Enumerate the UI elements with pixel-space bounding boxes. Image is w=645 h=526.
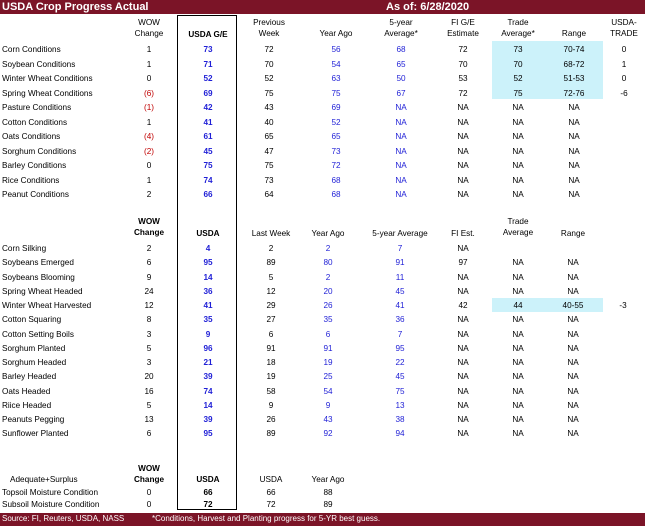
year-ago-value: 75 bbox=[331, 89, 341, 98]
usda-trade-value: -6 bbox=[620, 89, 628, 98]
trade-average-value: 75 bbox=[513, 89, 523, 98]
five-year-value: 11 bbox=[395, 273, 405, 282]
fi-estimate-value: NA bbox=[457, 330, 469, 339]
previous-week-value: 72 bbox=[264, 45, 274, 54]
fi-estimate-value: 42 bbox=[458, 301, 468, 310]
year-ago-value: 2 bbox=[325, 244, 331, 253]
wow-header: WOW bbox=[138, 217, 160, 226]
previous-week-header: Previous bbox=[253, 18, 285, 27]
year-ago-value: 56 bbox=[331, 45, 341, 54]
fi-estimate-value: NA bbox=[457, 132, 469, 141]
range-value: 40-55 bbox=[562, 301, 584, 310]
row-label: Spring Wheat Headed bbox=[2, 287, 83, 296]
year-ago-value: 26 bbox=[323, 301, 333, 310]
five-year-header: 5-year bbox=[389, 18, 413, 27]
year-ago-value: 73 bbox=[331, 147, 341, 156]
previous-week-value: 64 bbox=[264, 190, 274, 199]
year-ago-value: 54 bbox=[323, 387, 333, 396]
last-week-value: 27 bbox=[266, 315, 276, 324]
previous-week-value: 65 bbox=[264, 132, 274, 141]
row-label: Peanuts Pegging bbox=[2, 415, 65, 424]
row-label: Cotton Conditions bbox=[2, 118, 68, 127]
range-value: NA bbox=[567, 429, 579, 438]
range-value: 51-53 bbox=[563, 74, 585, 83]
last-week-value: 89 bbox=[266, 258, 276, 267]
five-year-value: 91 bbox=[395, 258, 405, 267]
row-label: Spring Wheat Conditions bbox=[2, 89, 93, 98]
last-week-value: 29 bbox=[266, 301, 276, 310]
fi-estimate-value: NA bbox=[457, 273, 469, 282]
page-title: USDA Crop Progress Actual bbox=[2, 1, 149, 13]
usda-ge-header: USDA G/E bbox=[188, 30, 228, 39]
row-label: Pasture Conditions bbox=[2, 103, 72, 112]
trade-average-value: NA bbox=[512, 429, 524, 438]
range-value: NA bbox=[568, 161, 580, 170]
range-value: NA bbox=[568, 176, 580, 185]
year-ago-value: 69 bbox=[331, 103, 341, 112]
year-ago-header: Year Ago bbox=[311, 475, 345, 484]
fi-estimate-value: NA bbox=[457, 161, 469, 170]
range-value: NA bbox=[568, 118, 580, 127]
footer-source: Source: FI, Reuters, USDA, NASS bbox=[2, 514, 125, 523]
year-ago-value: 6 bbox=[325, 330, 331, 339]
last-week-value: 58 bbox=[266, 387, 276, 396]
last-week-header: Last Week bbox=[251, 229, 291, 238]
trade-average-value: NA bbox=[512, 287, 524, 296]
wow-value: 2 bbox=[146, 244, 152, 253]
wow-value: 0 bbox=[146, 74, 152, 83]
usda-header: USDA bbox=[196, 475, 220, 484]
trade-average-value: NA bbox=[512, 147, 524, 156]
row-label: Soybeans Blooming bbox=[2, 273, 75, 282]
last-week-value: 6 bbox=[268, 330, 274, 339]
last-week-value: 18 bbox=[266, 358, 276, 367]
range-header: Range bbox=[561, 29, 587, 38]
row-label: Sorghum Conditions bbox=[2, 147, 77, 156]
wow-value: 1 bbox=[146, 118, 152, 127]
five-year-value: 50 bbox=[396, 74, 406, 83]
usda-value: 39 bbox=[203, 372, 213, 381]
footer-bar bbox=[0, 513, 645, 526]
year-ago-value: 68 bbox=[331, 190, 341, 199]
five-year-value: 68 bbox=[396, 45, 406, 54]
trade-average-header: Trade bbox=[507, 217, 529, 226]
usda-trade-header: TRADE bbox=[610, 29, 638, 38]
usda-value: 14 bbox=[203, 401, 213, 410]
wow-value: 20 bbox=[144, 372, 154, 381]
usda-header: USDA bbox=[259, 475, 283, 484]
year-ago-value: 19 bbox=[323, 358, 333, 367]
year-ago-value: 54 bbox=[331, 60, 341, 69]
year-ago-value: 68 bbox=[331, 176, 341, 185]
year-ago-header: Year Ago bbox=[311, 229, 345, 238]
usda-value: 61 bbox=[203, 132, 213, 141]
range-value: NA bbox=[567, 273, 579, 282]
range-value: NA bbox=[568, 132, 580, 141]
row-label: Barley Conditions bbox=[2, 161, 67, 170]
wow-value: 0 bbox=[146, 161, 152, 170]
five-year-value: 67 bbox=[396, 89, 406, 98]
wow-value: 0 bbox=[146, 500, 152, 509]
five-year-value: 45 bbox=[395, 372, 405, 381]
usda-value: 4 bbox=[205, 244, 211, 253]
previous-week-value: 47 bbox=[264, 147, 274, 156]
range-value: NA bbox=[568, 147, 580, 156]
year-ago-value: 92 bbox=[323, 429, 333, 438]
five-year-value: NA bbox=[395, 147, 407, 156]
moisture-header-label: Adequate+Surplus bbox=[10, 475, 78, 484]
previous-week-value: 73 bbox=[264, 176, 274, 185]
fi-estimate-value: 72 bbox=[458, 45, 468, 54]
wow-value: 12 bbox=[144, 301, 154, 310]
wow-value: 16 bbox=[144, 387, 154, 396]
range-value: NA bbox=[567, 401, 579, 410]
row-label: Soybeans Emerged bbox=[2, 258, 74, 267]
usda-trade-value: -3 bbox=[619, 301, 627, 310]
fi-estimate-value: NA bbox=[457, 315, 469, 324]
five-year-value: 94 bbox=[395, 429, 405, 438]
five-year-value: NA bbox=[395, 190, 407, 199]
trade-average-value: NA bbox=[512, 273, 524, 282]
row-label: Soybean Conditions bbox=[2, 60, 76, 69]
trade-average-value: 70 bbox=[513, 60, 523, 69]
wow-header: WOW bbox=[138, 18, 160, 27]
five-year-value: 65 bbox=[396, 60, 406, 69]
fi-estimate-value: 53 bbox=[458, 74, 468, 83]
trade-average-value: 44 bbox=[513, 301, 523, 310]
five-year-value: 36 bbox=[395, 315, 405, 324]
previous-week-value: 70 bbox=[264, 60, 274, 69]
fi-estimate-value: NA bbox=[457, 429, 469, 438]
usda-value: 74 bbox=[203, 176, 213, 185]
row-label: Peanut Conditions bbox=[2, 190, 69, 199]
footer-note: *Conditions, Harvest and Planting progress for 5-YR best guess. bbox=[152, 514, 381, 523]
previous-week-value: 75 bbox=[264, 161, 274, 170]
fi-estimate-value: NA bbox=[457, 344, 469, 353]
five-year-value: 95 bbox=[395, 344, 405, 353]
wow-header: Change bbox=[133, 475, 165, 484]
wow-value: 3 bbox=[146, 330, 152, 339]
usda-value: 9 bbox=[205, 330, 211, 339]
trade-average-value: NA bbox=[512, 344, 524, 353]
wow-value: 1 bbox=[146, 176, 152, 185]
row-label: Rice Conditions bbox=[2, 176, 60, 185]
five-year-value: 7 bbox=[397, 244, 403, 253]
range-value: NA bbox=[567, 372, 579, 381]
wow-value: 1 bbox=[146, 60, 152, 69]
trade-average-header: Trade bbox=[507, 18, 529, 27]
trade-average-value: NA bbox=[512, 387, 524, 396]
trade-highlight-conditions bbox=[492, 41, 603, 99]
year-ago-value: 43 bbox=[323, 415, 333, 424]
usda-value: 95 bbox=[203, 258, 213, 267]
trade-average-value: NA bbox=[512, 330, 524, 339]
usda-value: 41 bbox=[203, 118, 213, 127]
year-ago-value: 72 bbox=[331, 161, 341, 170]
five-year-value: NA bbox=[395, 103, 407, 112]
trade-average-header: Average* bbox=[501, 29, 535, 38]
range-value: NA bbox=[567, 344, 579, 353]
wow-value: 2 bbox=[146, 190, 152, 199]
row-label: Topsoil Moisture Condition bbox=[2, 488, 99, 497]
fi-estimate-value: NA bbox=[457, 176, 469, 185]
five-year-value: 13 bbox=[395, 401, 405, 410]
usda-value: 52 bbox=[203, 74, 213, 83]
trade-average-value: NA bbox=[512, 315, 524, 324]
last-week-value: 2 bbox=[268, 244, 274, 253]
usda-value: 72 bbox=[203, 500, 213, 509]
last-week-value: 12 bbox=[266, 287, 276, 296]
range-header: Range bbox=[560, 229, 586, 238]
fi-estimate-value: 70 bbox=[458, 60, 468, 69]
wow-value: 3 bbox=[146, 358, 152, 367]
five-year-header: Average* bbox=[384, 29, 418, 38]
wow-header: Change bbox=[133, 228, 165, 237]
trade-average-value: NA bbox=[512, 161, 524, 170]
year-ago-value: 9 bbox=[325, 401, 331, 410]
range-value: NA bbox=[568, 103, 580, 112]
last-week-value: 19 bbox=[266, 372, 276, 381]
usda-value: 95 bbox=[203, 429, 213, 438]
wow-value: 24 bbox=[144, 287, 154, 296]
year-ago-value: 20 bbox=[323, 287, 333, 296]
range-value: NA bbox=[567, 415, 579, 424]
previous-week-value: 40 bbox=[264, 118, 274, 127]
trade-average-value: NA bbox=[512, 415, 524, 424]
year-ago-value: 63 bbox=[331, 74, 341, 83]
trade-average-value: NA bbox=[512, 132, 524, 141]
usda-value: 39 bbox=[203, 415, 213, 424]
last-week-value: 26 bbox=[266, 415, 276, 424]
range-value: NA bbox=[567, 358, 579, 367]
fi-estimate-header: FI Est. bbox=[451, 229, 475, 238]
five-year-value: 41 bbox=[395, 301, 405, 310]
wow-value: 0 bbox=[146, 488, 152, 497]
trade-average-value: NA bbox=[512, 103, 524, 112]
usda-value: 41 bbox=[203, 301, 213, 310]
usda-header: USDA bbox=[196, 229, 220, 238]
usda-trade-value: 0 bbox=[621, 45, 627, 54]
fi-estimate-value: NA bbox=[457, 147, 469, 156]
previous-week-header: Week bbox=[258, 29, 280, 38]
fi-estimate-value: NA bbox=[457, 287, 469, 296]
range-value: NA bbox=[567, 287, 579, 296]
row-label: Oats Headed bbox=[2, 387, 51, 396]
wow-value: 5 bbox=[146, 344, 152, 353]
year-ago-value: 91 bbox=[323, 344, 333, 353]
five-year-value: NA bbox=[395, 176, 407, 185]
last-week-value: 89 bbox=[266, 429, 276, 438]
fi-estimate-value: 97 bbox=[458, 258, 468, 267]
year-ago-value: 2 bbox=[325, 273, 331, 282]
year-ago-value: 89 bbox=[323, 500, 333, 509]
previous-week-value: 75 bbox=[264, 89, 274, 98]
fi-estimate-value: NA bbox=[457, 103, 469, 112]
previous-week-value: 52 bbox=[264, 74, 274, 83]
year-ago-value: 65 bbox=[331, 132, 341, 141]
range-value: 72-76 bbox=[563, 89, 585, 98]
wow-header: Change bbox=[134, 29, 164, 38]
trade-average-value: NA bbox=[512, 176, 524, 185]
range-value: NA bbox=[567, 258, 579, 267]
row-label: Subsoil Moisture Condition bbox=[2, 500, 100, 509]
fi-estimate-value: NA bbox=[457, 118, 469, 127]
row-label: Corn Conditions bbox=[2, 45, 61, 54]
five-year-value: NA bbox=[395, 118, 407, 127]
wow-value: 9 bbox=[146, 273, 152, 282]
as-of-date: As of: 6/28/2020 bbox=[386, 1, 470, 13]
fi-estimate-value: NA bbox=[457, 244, 469, 253]
five-year-value: NA bbox=[395, 132, 407, 141]
range-value: 68-72 bbox=[563, 60, 585, 69]
fi-estimate-value: 72 bbox=[458, 89, 468, 98]
last-week-value: 9 bbox=[268, 401, 274, 410]
usda-value: 14 bbox=[203, 273, 213, 282]
usda-trade-value: 1 bbox=[621, 60, 627, 69]
row-label: Riice Headed bbox=[2, 401, 52, 410]
usda-value: 75 bbox=[203, 161, 213, 170]
usda-value: 71 bbox=[203, 60, 213, 69]
range-value: NA bbox=[567, 387, 579, 396]
usda-value: 69 bbox=[203, 89, 213, 98]
row-label: Barley Headed bbox=[2, 372, 57, 381]
usda-value: 96 bbox=[203, 344, 213, 353]
usda-value: 36 bbox=[203, 287, 213, 296]
year-ago-value: 25 bbox=[323, 372, 333, 381]
previous-week-value: 43 bbox=[264, 103, 274, 112]
usda-value: 45 bbox=[203, 147, 213, 156]
usda-last-value: 72 bbox=[266, 500, 276, 509]
wow-value: 13 bbox=[144, 415, 154, 424]
range-value: NA bbox=[568, 190, 580, 199]
row-label: Sorghum Headed bbox=[2, 358, 67, 367]
range-value: NA bbox=[567, 315, 579, 324]
usda-trade-header: USDA- bbox=[611, 18, 637, 27]
usda-value: 35 bbox=[203, 315, 213, 324]
fi-estimate-value: NA bbox=[457, 387, 469, 396]
wow-value: (2) bbox=[143, 147, 155, 156]
year-ago-value: 80 bbox=[323, 258, 333, 267]
five-year-value: 22 bbox=[395, 358, 405, 367]
trade-average-value: NA bbox=[512, 258, 524, 267]
trade-average-value: NA bbox=[512, 401, 524, 410]
fi-estimate-value: NA bbox=[457, 415, 469, 424]
wow-value: 6 bbox=[146, 258, 152, 267]
usda-value: 42 bbox=[203, 103, 213, 112]
usda-value: 66 bbox=[203, 190, 213, 199]
usda-value: 74 bbox=[203, 387, 213, 396]
five-year-value: NA bbox=[395, 161, 407, 170]
year-ago-value: 88 bbox=[323, 488, 333, 497]
year-ago-header: Year Ago bbox=[319, 29, 353, 38]
fi-estimate-value: NA bbox=[457, 190, 469, 199]
trade-average-value: NA bbox=[512, 358, 524, 367]
trade-average-header: Average bbox=[502, 228, 534, 237]
fi-estimate-header: FI G/E bbox=[451, 18, 475, 27]
row-label: Cotton Setting Boils bbox=[2, 330, 74, 339]
usda-value: 73 bbox=[203, 45, 213, 54]
usda-value: 66 bbox=[203, 488, 213, 497]
trade-average-value: NA bbox=[512, 372, 524, 381]
year-ago-value: 52 bbox=[331, 118, 341, 127]
wow-value: (6) bbox=[143, 89, 155, 98]
title-bar bbox=[0, 0, 645, 14]
trade-highlight-wheat-harvest bbox=[492, 298, 603, 312]
row-label: Winter Wheat Harvested bbox=[2, 301, 92, 310]
usda-value: 21 bbox=[203, 358, 213, 367]
fi-estimate-header: Estimate bbox=[447, 29, 479, 38]
five-year-value: 38 bbox=[395, 415, 405, 424]
trade-average-value: NA bbox=[512, 118, 524, 127]
trade-average-value: NA bbox=[512, 190, 524, 199]
five-year-value: 45 bbox=[395, 287, 405, 296]
wow-value: (1) bbox=[143, 103, 155, 112]
year-ago-value: 35 bbox=[323, 315, 333, 324]
usda-last-value: 66 bbox=[266, 488, 276, 497]
wow-value: 6 bbox=[146, 429, 152, 438]
wow-value: 1 bbox=[146, 45, 152, 54]
usda-trade-value: 0 bbox=[621, 74, 627, 83]
wow-value: (4) bbox=[143, 132, 155, 141]
five-year-value: 7 bbox=[397, 330, 403, 339]
fi-estimate-value: NA bbox=[457, 372, 469, 381]
five-year-header: 5-year Average bbox=[372, 229, 428, 238]
row-label: Cotton Squaring bbox=[2, 315, 62, 324]
wow-value: 8 bbox=[146, 315, 152, 324]
range-value: 70-74 bbox=[563, 45, 585, 54]
last-week-value: 91 bbox=[266, 344, 276, 353]
row-label: Sunflower Planted bbox=[2, 429, 69, 438]
row-label: Sorghum Planted bbox=[2, 344, 66, 353]
fi-estimate-value: NA bbox=[457, 358, 469, 367]
range-value: NA bbox=[567, 330, 579, 339]
five-year-value: 75 bbox=[395, 387, 405, 396]
last-week-value: 5 bbox=[268, 273, 274, 282]
fi-estimate-value: NA bbox=[457, 401, 469, 410]
wow-value: 5 bbox=[146, 401, 152, 410]
trade-average-value: 52 bbox=[513, 74, 523, 83]
row-label: Winter Wheat Conditions bbox=[2, 74, 93, 83]
row-label: Corn Silking bbox=[2, 244, 47, 253]
wow-header: WOW bbox=[138, 464, 160, 473]
row-label: Oats Conditions bbox=[2, 132, 61, 141]
trade-average-value: 73 bbox=[513, 45, 523, 54]
